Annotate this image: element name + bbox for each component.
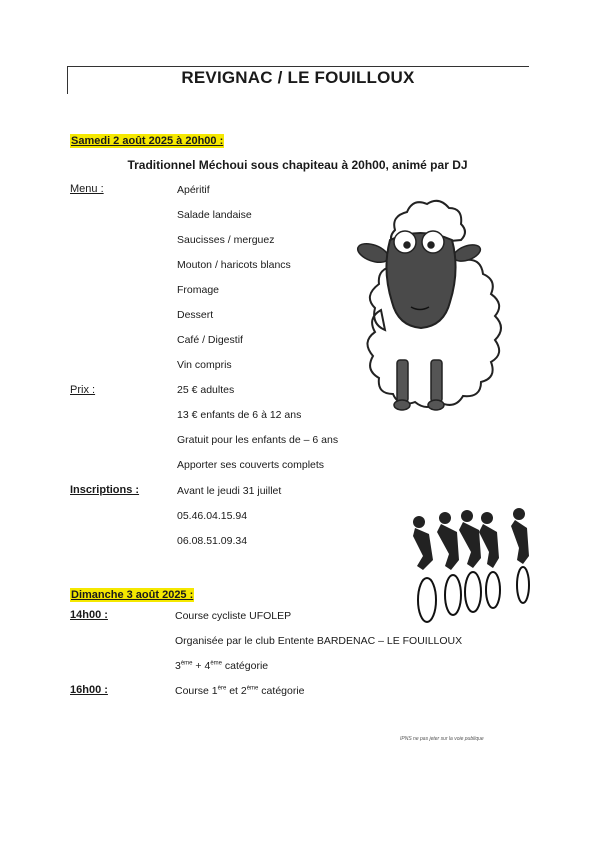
category-sup: ème	[180, 660, 193, 667]
page-title: REVIGNAC / LE FOUILLOUX	[181, 68, 415, 87]
menu-label: Menu :	[70, 183, 104, 195]
race-category	[175, 660, 268, 672]
menu-item: Apéritif	[177, 184, 210, 196]
race-title	[175, 685, 305, 697]
race-sup: ère	[217, 685, 227, 692]
phone-number: 06.08.51.09.34	[177, 535, 248, 547]
category-text: catégorie	[222, 660, 269, 672]
price-item: 13 € enfants de 6 à 12 ans	[177, 409, 302, 421]
saturday-heading	[70, 131, 224, 149]
menu-item: Mouton / haricots blancs	[177, 259, 291, 271]
time-label: 16h00 :	[70, 684, 108, 696]
category-text: + 4	[192, 660, 211, 672]
category-text: 3	[175, 660, 181, 672]
price-label: Prix :	[70, 384, 96, 396]
price-item: Apporter ses couverts complets	[177, 459, 325, 471]
race-sup: ème	[246, 685, 259, 692]
phone-number: 05.46.04.15.94	[177, 510, 248, 522]
race-text: Course 1	[175, 685, 218, 697]
inscriptions-label: Inscriptions :	[70, 484, 140, 496]
menu-item: Dessert	[177, 309, 214, 321]
race-title: Course cycliste UFOLEP	[175, 610, 292, 622]
menu-item: Fromage	[177, 284, 220, 296]
sunday-heading	[70, 585, 194, 603]
menu-item: Salade landaise	[177, 209, 252, 221]
price-item: 25 € adultes	[177, 384, 235, 396]
sheep-illustration	[345, 195, 520, 420]
price-item: Gratuit pour les enfants de – 6 ans	[177, 434, 339, 446]
category-sup: ème	[210, 660, 222, 667]
sunday-date: Dimanche 3 août 2025 :	[71, 589, 194, 601]
footnote: IPNS ne pas jeter sur la voie publique	[400, 736, 484, 742]
event-subtitle: Traditionnel Méchoui sous chapiteau à 20h00, animé par DJ	[127, 158, 468, 172]
cyclists-illustration	[405, 500, 540, 625]
saturday-date: Samedi 2 août 2025 à 20h00 :	[71, 135, 224, 147]
inscription-item: Avant le jeudi 31 juillet	[177, 485, 282, 497]
menu-item: Café / Digestif	[177, 334, 243, 346]
race-text: catégorie	[258, 685, 305, 697]
race-text: et 2	[226, 685, 247, 697]
race-organizer: Organisée par le club Entente BARDENAC – LE FOUILLOUX	[175, 635, 463, 647]
menu-item: Saucisses / merguez	[177, 234, 275, 246]
menu-item: Vin compris	[177, 359, 232, 371]
time-label: 14h00 :	[70, 609, 108, 621]
